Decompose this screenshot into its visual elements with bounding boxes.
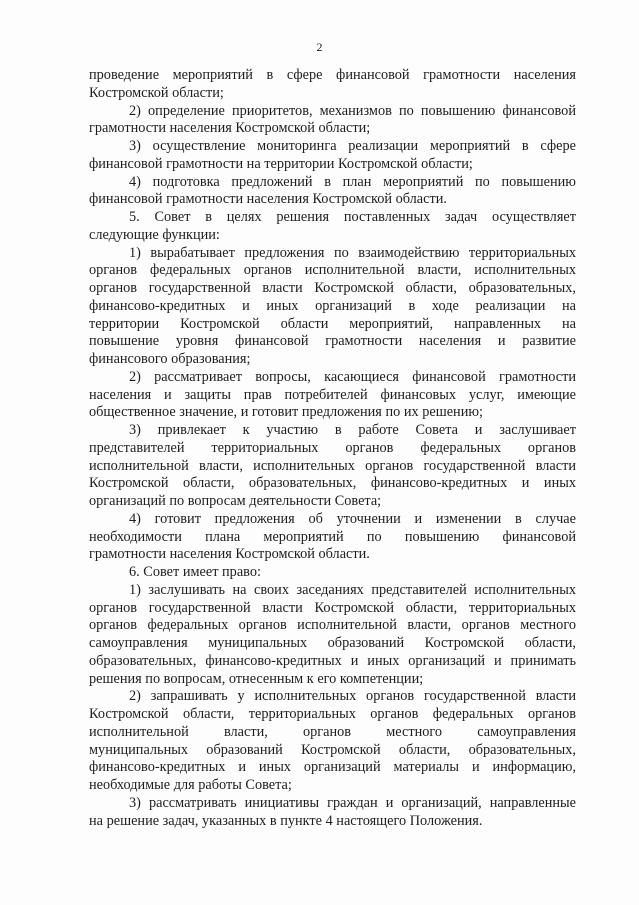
text-line: образовательных, финансово-кредитных и иных организаций и принимать xyxy=(89,652,576,669)
text-line: 3) привлекает к участию в работе Совета и заслушивает xyxy=(129,422,576,438)
text-line: финансовой грамотности на территории Костромской области; xyxy=(89,155,473,172)
text-line: финансовой грамотности населения Костромской области. xyxy=(89,191,447,208)
text-line: проведение мероприятий в сфере финансовой грамотности населения xyxy=(89,67,576,83)
text-line: 2) запрашивать у исполнительных органов государственной власти xyxy=(129,688,576,705)
text-line: финансового образования; xyxy=(89,351,251,367)
text-line: 6. Совет имеет право: xyxy=(129,564,261,580)
text-line: Костромской области, образовательных, финансово-кредитных и иных xyxy=(89,475,576,492)
text-line: органов государственной власти Костромской области, образовательных, xyxy=(89,280,576,296)
text-line: 4) подготовка предложений в план мероприятий по повышению xyxy=(129,173,576,190)
text-line: представителей территориальных органов федеральных органов xyxy=(89,439,576,456)
text-line: необходимые для работы Совета; xyxy=(89,777,292,793)
text-line: органов государственной власти Костромской области, территориальных xyxy=(89,599,576,616)
page-number: 2 xyxy=(316,40,323,54)
text-line: 2) определение приоритетов, механизмов по повышению финансовой xyxy=(129,102,576,119)
text-line: населения и защиты прав потребителей финансовых услуг, имеющие xyxy=(89,386,576,403)
text-line: организаций по вопросам деятельности Совета; xyxy=(89,493,382,509)
text-line: органов федеральных органов исполнительной власти, исполнительных xyxy=(89,262,576,279)
text-line: исполнительной власти, исполнительных органов государственной власти xyxy=(89,457,576,474)
text-line: повышение уровня финансовой грамотности населения и развитие xyxy=(89,333,576,350)
text-line: муниципальных образований Костромской области, образовательных, xyxy=(89,741,576,758)
text-line: Костромской области, территориальных органов федеральных органов xyxy=(89,706,576,722)
text-line: органов федеральных органов исполнительной власти, органов местного xyxy=(89,617,576,634)
text-line: на решение задач, указанных в пункте 4 настоящего Положения. xyxy=(89,812,483,829)
text-line: грамотности населения Костромской области. xyxy=(89,546,370,563)
text-line: решения по вопросам, отнесенным к его компетенции; xyxy=(89,670,424,687)
text-line: 2) рассматривает вопросы, касающиеся финансовой грамотности xyxy=(129,368,576,385)
text-line: следующие функции: xyxy=(89,226,220,243)
text-line: необходимости плана мероприятий по повышению финансовой xyxy=(89,528,576,545)
text-line: Костромской области; xyxy=(89,84,224,101)
text-line: 5. Совет в целях решения поставленных задач осуществляет xyxy=(129,209,576,225)
text-line: 3) осуществление мониторинга реализации мероприятий в сфере xyxy=(129,138,576,154)
text-line: самоуправления муниципальных образований Костромской области, xyxy=(89,635,576,651)
text-line: финансово-кредитных и иных организаций в ходе реализации на xyxy=(89,297,576,314)
text-line: грамотности населения Костромской области; xyxy=(89,120,371,137)
text-line: общественное значение, и готовит предложения по их решению; xyxy=(89,404,484,421)
text-line: 3) рассматривать инициативы граждан и организаций, направленные xyxy=(129,794,576,811)
text-line: 1) вырабатывает предложения по взаимодействию территориальных xyxy=(129,244,576,261)
text-line: исполнительной власти, органов местного самоуправления xyxy=(89,723,576,740)
text-line: финансово-кредитных и иных организаций материалы и информацию, xyxy=(89,759,576,776)
text-line: 1) заслушивать на своих заседаниях представителей исполнительных xyxy=(129,581,576,598)
text-line: территории Костромской области мероприятий, направленных на xyxy=(89,315,576,332)
text-line: 4) готовит предложения об уточнении и изменении в случае xyxy=(129,510,576,527)
